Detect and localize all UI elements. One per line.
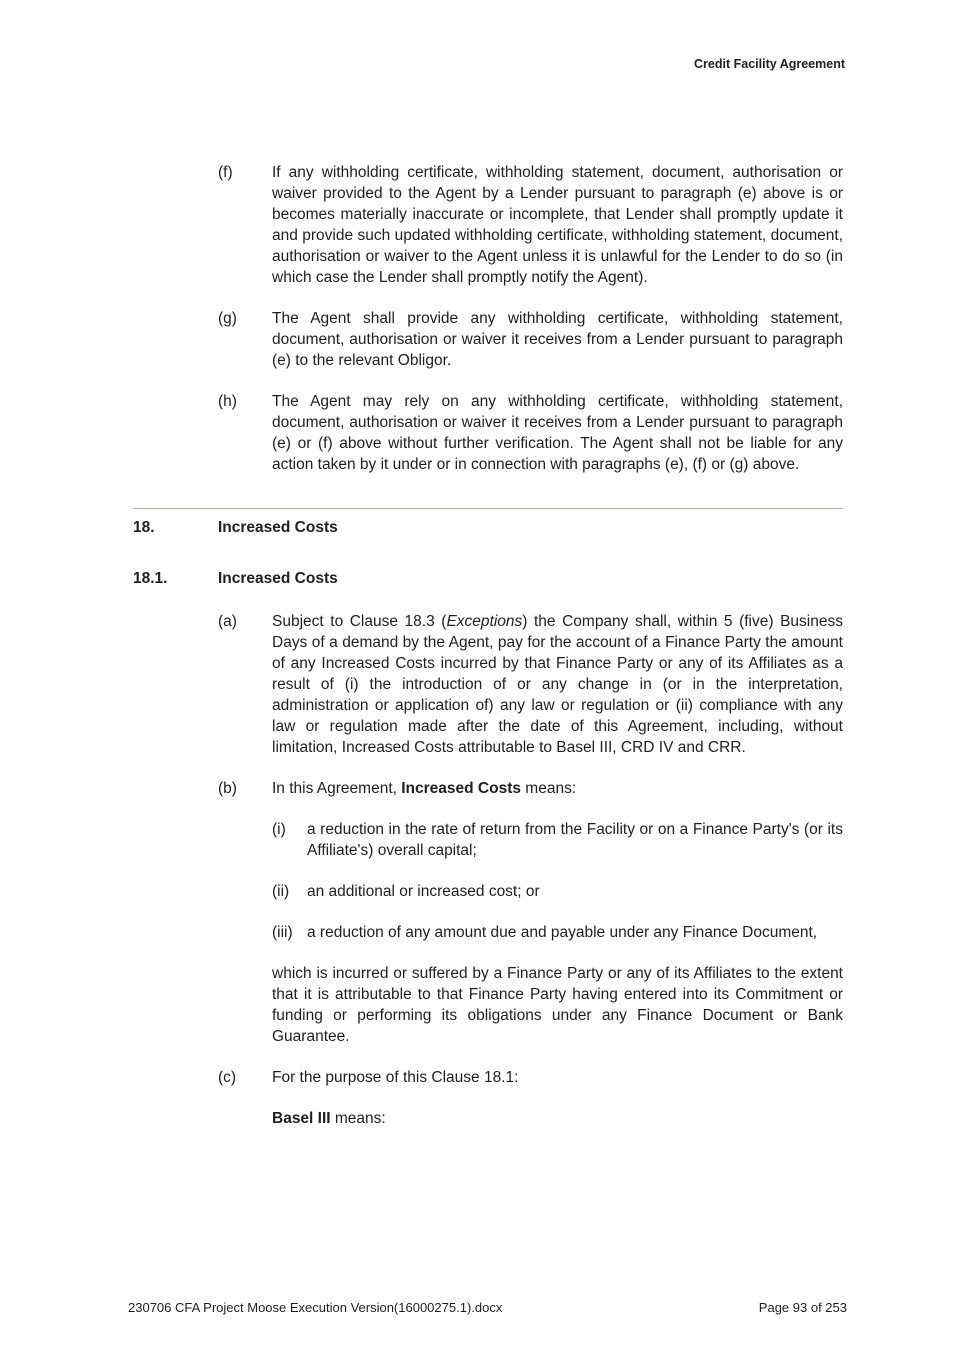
paragraph-f-label: (f) [218, 164, 233, 181]
paragraph-f [0, 162, 965, 288]
paragraph-b-text: In this Agreement, Increased Costs means: [272, 780, 577, 797]
paragraph-f-text: If any withholding certificate, withholding statement, document, authorisation or waiver provided to the Agent by a Lender pursuant to paragraph (e) above is or becomes materially inaccurate or incomplete, that Lender shall promptly update it and provide such updated withholding certificate, withholding statement, document, authorisation or waiver to the Agent unless it is unlawful for the Lender to do so (in which case the Lender shall promptly notify the Agent). [272, 164, 843, 286]
section-18-1-title: Increased Costs [218, 570, 338, 587]
paragraph-g-text: The Agent shall provide any withholding certificate, withholding statement, document, authorisation or waiver it receives from a Lender pursuant to paragraph (e) to the relevant Obligor. [272, 310, 843, 369]
paragraph-b [0, 778, 965, 799]
footer-page-number: Page 93 of 253 [758, 1300, 847, 1315]
document-header [0, 56, 845, 72]
paragraph-a-label: (a) [218, 613, 237, 630]
paragraph-which-continuation [0, 963, 965, 1047]
list-item-ii-label: (ii) [272, 883, 290, 900]
document-body [0, 162, 965, 1149]
list-item-i [0, 819, 965, 861]
list-item-iii-label: (iii) [272, 924, 293, 941]
paragraph-which-text: which is incurred or suffered by a Finance Party or any of its Affiliates to the extent that it is attributable to that Finance Party having entered into its Commitment or funding or performing its obligations under any Finance Document or Bank Guarantee. [272, 965, 843, 1045]
list-item-ii-text: an additional or increased cost; or [307, 883, 540, 900]
list-item-i-text: a reduction in the rate of return from the Facility or on a Finance Party's (or its Affiliate's) overall capital; [307, 821, 843, 859]
section-heading-18 [0, 509, 965, 538]
definition-basel-iii [0, 1108, 965, 1129]
section-18-1-number: 18.1. [133, 570, 168, 587]
paragraph-g [0, 308, 965, 371]
section-18-number: 18. [133, 519, 155, 536]
paragraph-c [0, 1067, 965, 1088]
paragraph-a-text: Subject to Clause 18.3 (Exceptions) the Company shall, within 5 (five) Business Days of a demand by the Agent, pay for the account of a Finance Party the amount of any Increased Costs incurred by that Finance Party or any of its Affiliates as a result of (i) the introduction of or any change in (or in the interpretation, administration or application of) any law or regulation or (ii) compliance with any law or regulation made after the date of this Agreement, including, without limitation, Increased Costs attributable to Basel III, CRD IV and CRR. [272, 613, 843, 756]
paragraph-a [0, 611, 965, 758]
footer-filename: 230706 CFA Project Moose Execution Version(16000275.1).docx [128, 1300, 503, 1315]
header-title: Credit Facility Agreement [694, 57, 845, 71]
list-item-iii [0, 922, 965, 943]
list-item-iii-text: a reduction of any amount due and payable under any Finance Document, [307, 924, 818, 941]
list-item-ii [0, 881, 965, 902]
paragraph-h-label: (h) [218, 393, 237, 410]
paragraph-c-label: (c) [218, 1069, 237, 1086]
document-footer [128, 1299, 847, 1316]
paragraph-h-text: The Agent may rely on any withholding certificate, withholding statement, document, authorisation or waiver it receives from a Lender pursuant to paragraph (e) or (f) above without further verification. The Agent shall not be liable for any action taken by it under or in connection with paragraphs (e), (f) or (g) above. [272, 393, 843, 473]
section-heading-18-1 [0, 568, 965, 589]
paragraph-h [0, 391, 965, 475]
section-18-title: Increased Costs [218, 519, 338, 536]
definition-basel-iii-text: Basel III means: [272, 1110, 386, 1127]
list-item-i-label: (i) [272, 821, 286, 838]
paragraph-c-text: For the purpose of this Clause 18.1: [272, 1069, 519, 1086]
paragraph-b-label: (b) [218, 780, 237, 797]
paragraph-g-label: (g) [218, 310, 237, 327]
